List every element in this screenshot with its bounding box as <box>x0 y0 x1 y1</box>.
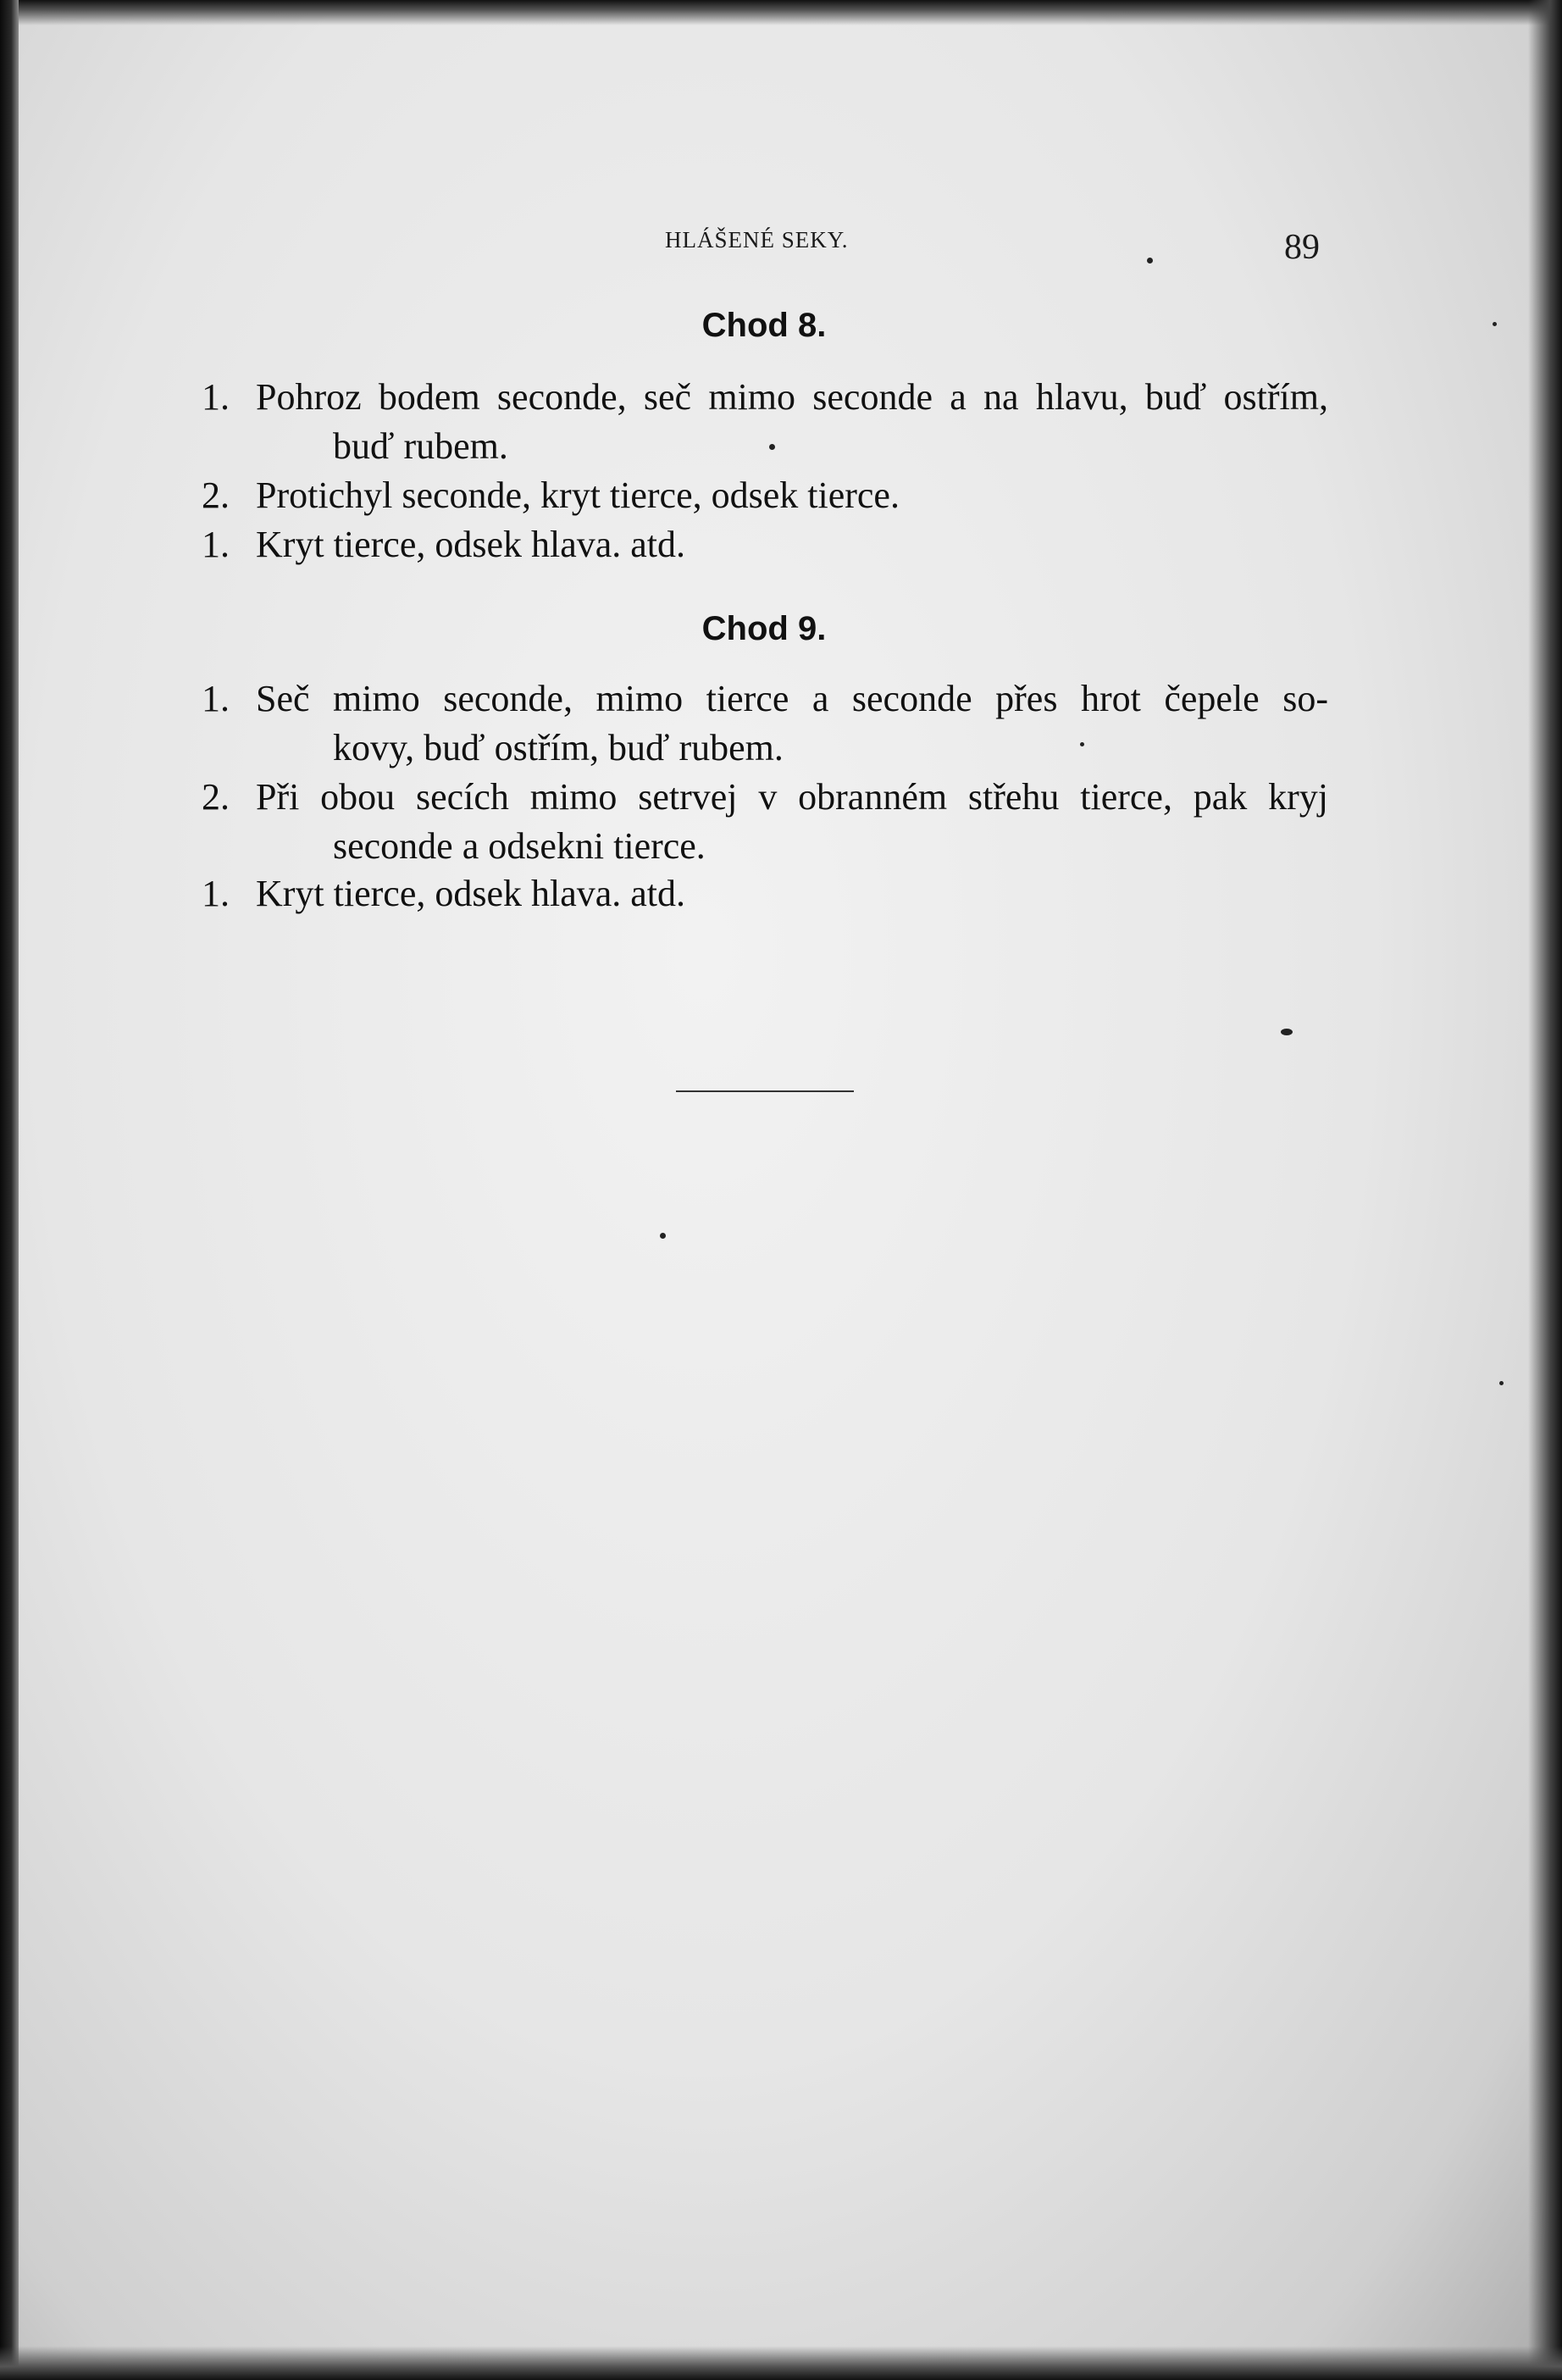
section-heading-chod-9: Chod 9. <box>701 610 827 647</box>
list-item <box>202 773 1328 871</box>
scan-speck <box>1493 322 1497 326</box>
running-head: HLÁŠENÉ SEKY. <box>665 227 849 252</box>
entry-text: Pohroz bodem seconde, seč mimo seconde a na hlavu, buď ostřím, <box>256 376 1328 418</box>
page-number: 89 <box>1284 228 1320 267</box>
scan-speck <box>660 1233 666 1239</box>
entry-text: Kryt tierce, odsek hlava. atd. <box>256 524 686 565</box>
list-item <box>202 869 1328 918</box>
scan-edge-top <box>0 0 1562 25</box>
end-rule <box>676 1090 854 1092</box>
entry-number: 2. <box>202 474 230 516</box>
scan-speck <box>1080 742 1084 746</box>
scan-speck <box>769 444 775 450</box>
list-item <box>202 674 1328 773</box>
entry-number: 1. <box>202 873 230 914</box>
entry-number: 1. <box>202 678 230 719</box>
entry-line <box>202 520 1328 569</box>
entry-line <box>202 773 1328 822</box>
scan-edge-left <box>0 0 19 2380</box>
scan-edge-bottom <box>0 2346 1562 2380</box>
section-heading-chod-8: Chod 8. <box>701 307 827 344</box>
entry-line <box>202 869 1328 918</box>
entry-number: 2. <box>202 776 230 818</box>
entry-number: 1. <box>202 376 230 418</box>
entry-line <box>202 471 1328 520</box>
scan-speck <box>1499 1381 1504 1385</box>
scan-speck <box>1281 1029 1293 1035</box>
entry-continuation: seconde a odsekni tierce. <box>333 825 706 867</box>
entry-continuation: buď rubem. <box>333 425 508 467</box>
scan-speck <box>1147 258 1153 264</box>
entry-text: Při obou secích mimo setrvej v obranném střehu tierce, pak kryj <box>256 776 1328 818</box>
list-item <box>202 471 1328 520</box>
entry-text: Seč mimo seconde, mimo tierce a seconde přes hrot čepele so- <box>256 678 1328 719</box>
entry-text: Protichyl seconde, kryt tierce, odsek tierce. <box>256 474 900 516</box>
list-item <box>202 520 1328 569</box>
entry-continuation: kovy, buď ostřím, buď rubem. <box>333 727 784 768</box>
entry-line <box>202 373 1328 422</box>
entry-text: Kryt tierce, odsek hlava. atd. <box>256 873 686 914</box>
entry-line <box>202 674 1328 724</box>
entry-number: 1. <box>202 524 230 565</box>
list-item <box>202 373 1328 471</box>
scan-edge-right <box>1528 0 1562 2380</box>
